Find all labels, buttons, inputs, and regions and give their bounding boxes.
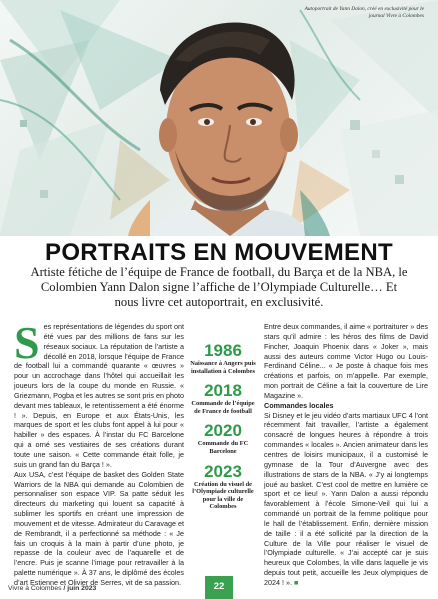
subheading-local-commissions: Commandes locales bbox=[264, 400, 334, 410]
article-column-right bbox=[264, 322, 428, 588]
timeline-year: 2018 bbox=[204, 381, 242, 401]
publication-name: Vivre à Colombes bbox=[8, 585, 62, 592]
timeline-year: 1986 bbox=[204, 341, 242, 360]
timeline-desc: Commande du FC Barcelone bbox=[197, 440, 249, 455]
self-portrait-illustration bbox=[0, 0, 438, 236]
timeline-entry-2023 bbox=[190, 463, 256, 511]
article-column-left bbox=[14, 317, 184, 588]
timeline-desc: Création du visuel de l’Olympiade culturelle pour la ville de Colombes bbox=[192, 480, 254, 511]
footer-publication bbox=[8, 585, 96, 592]
timeline-year: 2020 bbox=[204, 421, 242, 441]
paragraph-usa: Aux USA, c’est l’équipe de basket des Golden State Warriors de la NBA qui demande au Colombien de personnaliser son espace VIP. Sa patte séduit les directeurs du marketing qui louent sa capacité à sublimer les sportifs en créant une impression de mouvement et de vitesse. Admirateur du Caravage et de Rembrandt, il a perfectionné sa méthode : « Je fais un croquis à la main à partir d’une photo, je repasse de la couleur avec de l’aquarelle et de l’encre. Puis je scanne l’image pour retravailler à la palette numérique ». À 37 ans, le diplômé des écoles d’art Estienne et Olivier de Serres, vit de sa passion. bbox=[14, 469, 184, 587]
timeline bbox=[190, 342, 256, 518]
timeline-desc: Commande de l’équipe de France de football bbox=[191, 400, 255, 415]
paragraph-portraits: Entre deux commandes, il aime « portraiturer » des stars qu’il admire : les héros des films de David Fincher, Joaquin Phoenix dans « Joker », mais aussi des auteurs comme Victor Hugo ou Louis-Ferdinand Céline... « Je poste à chaque fois mes créations et parfois, on m’appelle. Par exemple, mon portrait de Céline a fait la couverture de Lire Magazine ». bbox=[264, 322, 428, 400]
paragraph-intro: Ses représentations de légendes du sport ont été vues par des millions de fans sur les réseaux sociaux. La réputation de l’artiste a décollé en 2018, lorsque l’équipe de France de football lui a commandé quarante « œuvres » pour un accrochage dans l’hôtel qui accueillait les joueurs lors de la coupe du monde en Russie. « Griezmann, Pogba et les autres se sont pris en photo devant mes tableaux, le retentissement a été énorme ! ». Depuis, en Europe et aux États-Unis, les marques de sport et les clubs font appel à lui pour « habiller » des espaces. À l’instar du FC Barcelone qui a orné ses vestiaires de ses créations durant toute une saison. « Cette commande était folle, je suis un grand fan du Barça ! ». bbox=[14, 317, 184, 469]
publication-issue: / juin 2023 bbox=[61, 585, 97, 592]
end-of-article-mark: ■ bbox=[293, 577, 299, 587]
timeline-year: 2023 bbox=[204, 461, 242, 481]
page-number-badge: 22 bbox=[205, 576, 233, 599]
article-headline: PORTRAITS EN MOUVEMENT bbox=[45, 239, 393, 266]
paragraph-local: Si Disney et le jeu vidéo d’arts martiaux UFC 4 l’ont récemment fait travailler, l’artiste a également consacré de longues heures à répondre à trois commandes « locales ». Ancien animateur dans les centres de loisirs municipaux, il a customisé le gymnase de la Tour d’Auvergne avec des illustrations de stars de la NBA. « J’y ai longtemps joué au basket. C’est cool de mettre en lumière ce sport et ce lieu! ». Yann Dalon a aussi répondu favorablement à l’école Simone-Veil qui lui a commandé un portrait de la femme politique pour le hall de l’établissement. Enfin, dernière mission de taille : il a été sollicité par la direction de la Culture de la Ville pour réaliser le visuel de l’Olympiade culturelle. « J’ai accepté car je suis heureux que Colombes, la ville dans laquelle je vis depuis tout petit, accueille les Jeux olympiques de 2024 ! ». ■ bbox=[264, 410, 428, 587]
article-lead: Artiste fétiche de l’équipe de France de football, du Barça et de la NBA, le Colombien Yann Dalon signe l’affiche de l’Olympiade Culturelle… Et nous livre cet autoportrait, en exclusivité. bbox=[30, 265, 408, 309]
timeline-entry-2018 bbox=[190, 382, 256, 415]
drop-cap: S bbox=[14, 317, 40, 368]
timeline-entry-2020 bbox=[190, 422, 256, 455]
hero-illustration bbox=[0, 0, 438, 236]
illustration-credit: Autoportrait de Yann Dalon, créé en exclusivité pour le journal Vivre à Colombes bbox=[304, 6, 424, 19]
timeline-desc: Naissance à Angers puis installation à Colombes bbox=[190, 360, 256, 375]
timeline-entry-1986 bbox=[190, 342, 256, 375]
